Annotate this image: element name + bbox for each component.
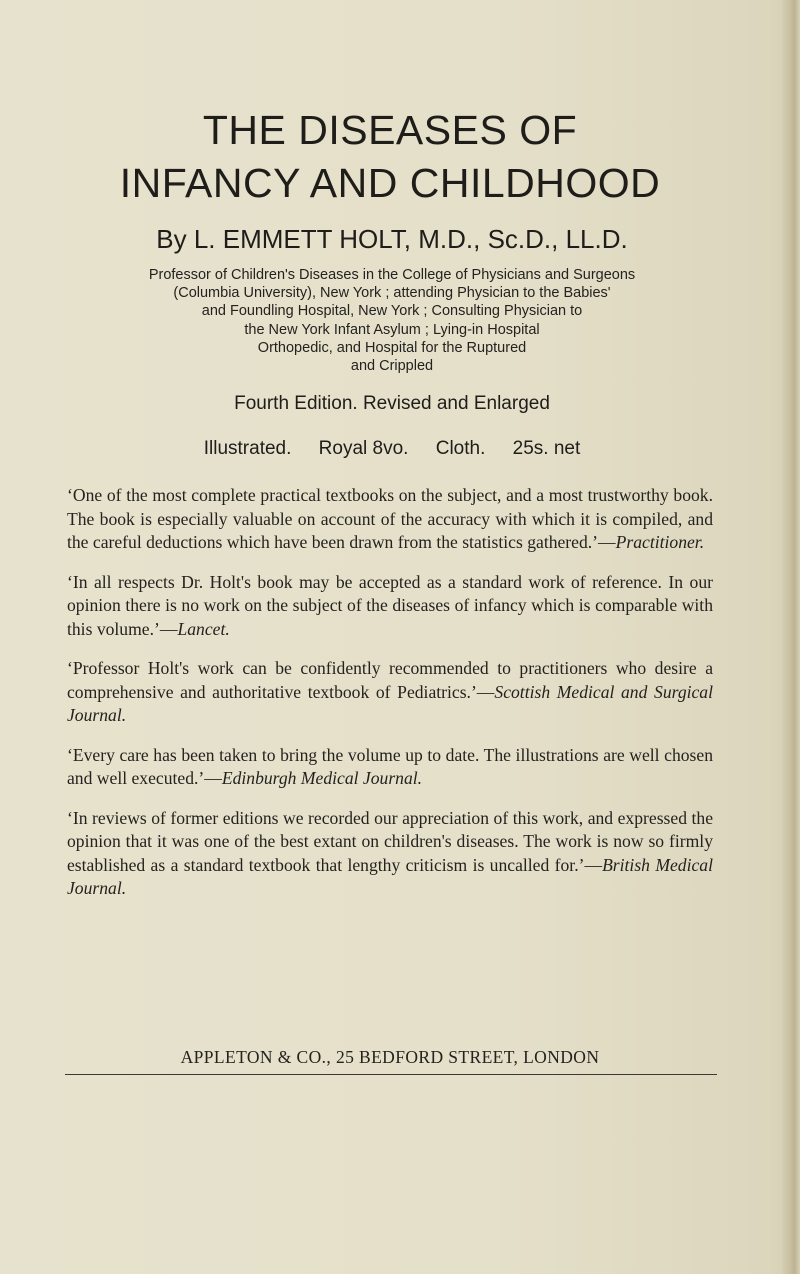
press-reviews [67,484,713,917]
publisher-imprint: APPLETON & CO., 25 BEDFORD STREET, LONDON [180,1047,600,1067]
credentials-line: the New York Infant Asylum ; Lying-in Hospital [244,321,540,338]
review-british-journal [67,807,713,901]
format-details [0,438,784,460]
format-price: 25s. net [512,438,581,459]
credentials-line: and Crippled [350,358,434,375]
review-quote: ‘Every care has been taken to bring the volume up to date. The illustrations are well chosen and well executed.’— [67,744,713,788]
review-edinburgh-journal [67,744,713,791]
book-title-line-2: INFANCY AND CHILDHOOD [119,160,661,206]
review-lancet [67,571,713,642]
review-quote: ‘In reviews of former editions we recorded our appreciation of this work, and expressed the opinion that it was one of the best extant on children's diseases. The work is now so firmly established as a standard textbook that lengthy criticism is uncalled for.’— [67,807,713,875]
review-practitioner [67,484,713,555]
edition-note: Fourth Edition. Revised and Enlarged [234,393,550,414]
review-source: Edinburgh Medical Journal. [221,768,423,788]
format-size: Royal 8vo. [318,438,409,459]
credentials-line: Orthopedic, and Hospital for the Ruptured [257,339,527,356]
review-scottish-journal [67,657,713,728]
author-credentials [0,266,784,375]
credentials-line: and Foundling Hospital, New York ; Consulting Physician to [201,303,583,320]
review-quote: ‘In all respects Dr. Holt's book may be accepted as a standard work of reference. In our opinion there is no work on the subject of the diseases of infancy which is comparable with this volume.’— [67,571,713,639]
format-illustrated: Illustrated. [203,438,292,459]
review-quote: ‘One of the most complete practical textbooks on the subject, and a most trustworthy book. The book is especially valuable on account of the accuracy with which it is compiled, and the careful deductions which have been drawn from the statistics gathered.’— [67,485,713,552]
review-source: British Medical Journal. [67,854,713,898]
imprint-rule [65,1074,717,1075]
author-byline: By L. EMMETT HOLT, M.D., Sc.D., LL.D. [156,224,628,254]
credentials-line: (Columbia University), New York ; attending Physician to the Babies' [173,285,611,302]
format-binding: Cloth. [435,438,486,459]
review-quote: ‘Professor Holt's work can be confidently recommended to practitioners who desire a comprehensive and authoritative textbook of Pediatrics.’— [67,658,713,702]
book-title-line-1: THE DISEASES OF [202,107,578,153]
page-edge-shadow [782,0,800,1274]
credentials-line: Professor of Children's Diseases in the College of Physicians and Surgeons [148,267,636,283]
review-source: Practitioner. [615,532,705,552]
review-source: Scottish Medical and Surgical Journal. [67,681,713,725]
review-source: Lancet. [177,618,230,639]
